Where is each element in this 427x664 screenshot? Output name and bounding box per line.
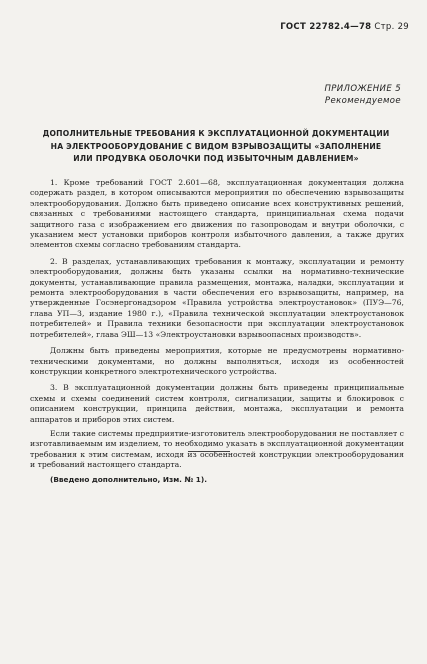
title-line-2: НА ЭЛЕКТРООБОРУДОВАНИЕ С ВИДОМ ВЗРЫВОЗАЩИТЫ «ЗАПОЛНЕНИЕ	[50, 141, 382, 151]
appendix-number: ПРИЛОЖЕНИЕ 5	[324, 84, 401, 94]
appendix-label	[324, 83, 401, 107]
paragraph-1: 1. Кроме требований ГОСТ 2.601—68, эксплуатационная документация должна содержать раздел, в котором описываются мероприятия по обеспечению взрывозащиты электрооборудования. Должно быть приведено описание всех конструктивных решений, связанных с требованиями настоящего стандарта, принципиальная схема подачи защитного газа с изображением его движения по газопроводам и внутри оболочки, с указанием мест установки приборов контроля избыточного давления, а также других элементов схемы согласно требованиям стандарта.	[30, 178, 404, 250]
paragraph-5: Если такие системы предприятие-изготовитель электрооборудования не поставляет с изготавливаемым им изделием, то необходимо указать в эксплуатационной документации требования к этим системам, исходя из особенностей конструкции электрооборудования и требований настоящего стандарта.	[30, 428, 404, 470]
paragraph-3: Должны быть приведены мероприятия, которые не предусмотрены нормативно-техническими документами, но должны выполняться, исходя из особенностей конструкции конкретного электротехнического устройства.	[30, 346, 404, 376]
page-number: Стр. 29	[374, 22, 409, 32]
document-body	[30, 178, 404, 491]
title-line-1: ДОПОЛНИТЕЛЬНЫЕ ТРЕБОВАНИЯ К ЭКСПЛУАТАЦИОННОЙ ДОКУМЕНТАЦИИ	[42, 129, 390, 138]
end-divider	[188, 451, 230, 452]
amendment-note-text: (Введено дополнительно, Изм. № 1).	[50, 474, 207, 484]
appendix-status: Рекомендуемое	[324, 96, 401, 106]
title-line-3: ИЛИ ПРОДУВКА ОБОЛОЧКИ ПОД ИЗБЫТОЧНЫМ ДАВЛЕНИЕМ»	[73, 154, 359, 163]
standard-number: ГОСТ 22782.4—78	[280, 22, 372, 32]
paragraph-4: 3. В эксплуатационной документации должны быть приведены принципиальные схемы и схемы соединений систем контроля, сигнализации, защиты и блокировок с описанием конструкции, принципа действия, монтажа, эксплуатации и ремонта аппаратов и приборов этих систем.	[30, 383, 404, 424]
section-title	[24, 128, 408, 166]
page-header	[280, 22, 409, 32]
amendment-note	[30, 475, 404, 485]
paragraph-2: 2. В разделах, устанавливающих требования к монтажу, эксплуатации и ремонту электрооборудования, должны быть указаны ссылки на нормативно-технические документы, устанавливающие правила размещения, монтажа, наладки, эксплуатации и ремонта электрооборудования в части обеспечения его взрывозащиты, например, на утвержденные Госэнергонадзором «Правила устройства электроустановок» (ПУЭ—76, глава УП—3, издание 1980 г.), «Правила технической эксплуатации электроустановок потребителей» и Правила техники безопасности при эксплуатации электроустановок потребителей», глава ЭШ—13 «Электроустановки взрывоопасных производств».	[30, 256, 404, 339]
